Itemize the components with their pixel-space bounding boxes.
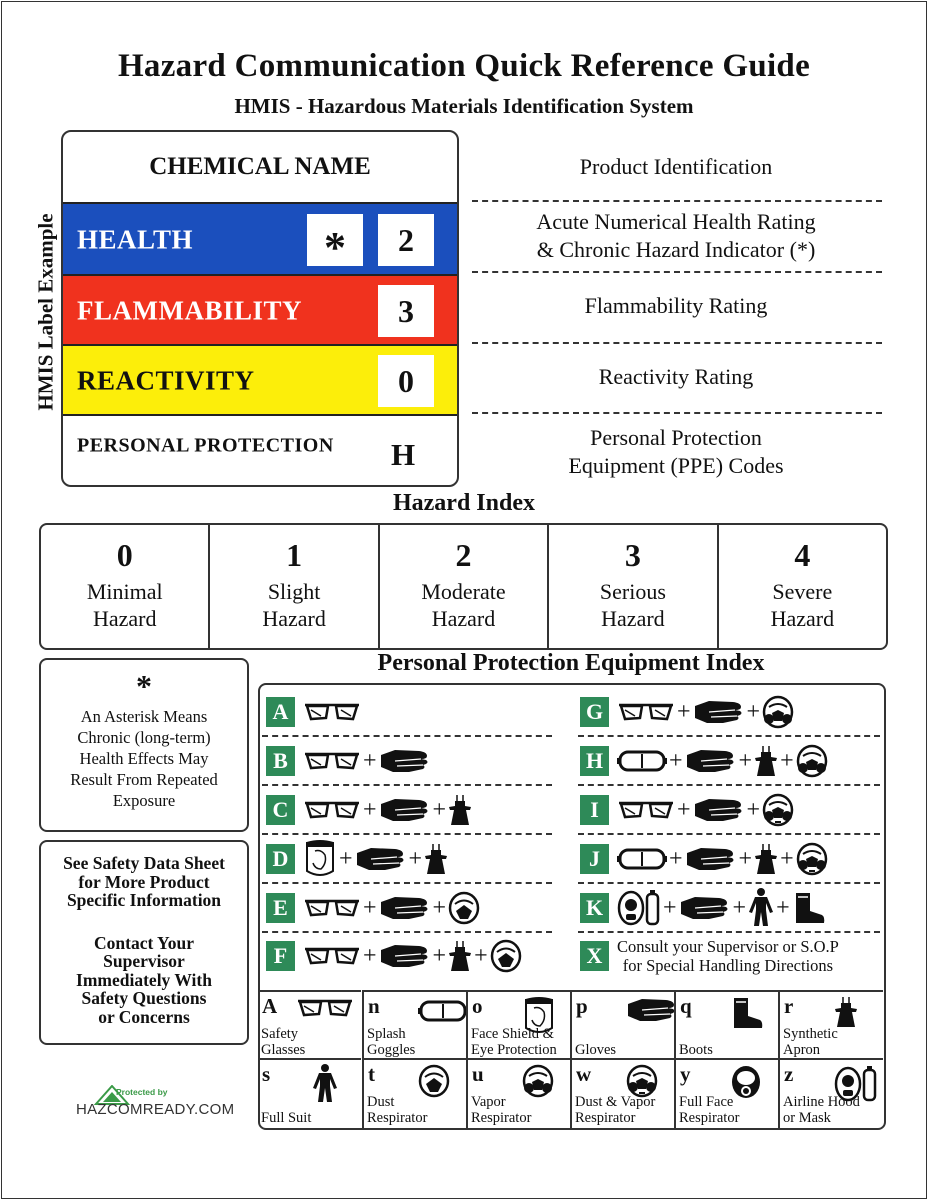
asterisk-symbol: * <box>136 668 152 704</box>
ppe-code-badge: D <box>266 844 295 874</box>
ppe-key-label: Airline Hood <box>783 1094 860 1110</box>
hazard-level-number: 1 <box>286 537 303 573</box>
ppe-key-r <box>778 990 883 1060</box>
sds-note-line: for More Product <box>78 871 210 892</box>
asterisk-note-line: An Asterisk Means <box>80 707 208 726</box>
ppe-key-letter: r <box>784 994 794 1018</box>
ppe-key-s <box>258 1058 361 1128</box>
chronic-indicator-box <box>307 214 363 272</box>
ppe-row-divider <box>578 882 880 884</box>
dust-respirator-icon <box>490 939 522 973</box>
ppe-key-label: Boots <box>679 1042 713 1058</box>
gloves-icon <box>379 796 431 824</box>
ppe-key-label: Glasses <box>261 1042 306 1058</box>
personal-protection-code: H <box>391 436 416 472</box>
special-handling-line: for Special Handling Directions <box>622 956 834 975</box>
ppe-key-w <box>570 1058 675 1128</box>
ppe-key-o <box>466 990 571 1060</box>
gloves-icon <box>379 747 431 775</box>
ppe-code-row-g <box>580 693 794 731</box>
apron-icon <box>448 940 472 972</box>
ppe-code-badge: K <box>580 893 609 923</box>
ppe-code-row-j <box>580 840 828 878</box>
hazard-level-text: Serious <box>599 579 666 604</box>
ppe-key-letter: u <box>472 1062 484 1086</box>
desc-health-line-2: & Chronic Hazard Indicator (*) <box>536 237 816 262</box>
gloves-icon <box>379 942 431 970</box>
ppe-key-label: Goggles <box>367 1042 416 1058</box>
glasses-icon <box>617 798 675 822</box>
sds-note-line: Specific Information <box>66 890 222 910</box>
plus-sign: + <box>732 894 747 921</box>
goggles-icon <box>418 996 468 1026</box>
vapor-respirator-icon <box>762 695 794 729</box>
ppe-row-divider <box>578 931 880 933</box>
ppe-key-label: Respirator <box>575 1110 636 1126</box>
plus-sign: + <box>408 845 423 872</box>
plus-sign: + <box>363 796 377 823</box>
hazard-level <box>717 525 886 648</box>
ppe-key-label: Safety <box>261 1026 299 1042</box>
ppe-key-letter: s <box>262 1062 271 1086</box>
reactivity-rating-box <box>378 355 434 407</box>
full-suit-icon <box>748 888 774 928</box>
logo-name: HAZCOMREADY.COM <box>76 1101 235 1118</box>
ppe-key-label: Dust & Vapor <box>575 1094 656 1110</box>
plus-sign: + <box>363 942 377 969</box>
ppe-code-row-i <box>580 791 794 829</box>
ppe-key-label: Vapor <box>471 1094 506 1110</box>
ppe-code-row-c <box>266 791 472 829</box>
ppe-key-t <box>362 1058 467 1128</box>
ppe-code-row-e <box>266 889 480 927</box>
ppe-row-divider <box>578 735 880 737</box>
flammability-row <box>63 274 457 346</box>
page-subtitle: HMIS - Hazardous Materials Identification System <box>234 94 694 118</box>
dust-respirator-icon <box>418 1064 450 1098</box>
ppe-code-row-x <box>580 937 839 975</box>
health-label: HEALTH <box>77 224 194 255</box>
hazard-level-number: 4 <box>794 537 811 573</box>
plus-sign: + <box>432 894 447 921</box>
glasses-icon <box>303 700 361 724</box>
ppe-key-letter: A <box>262 994 278 1018</box>
full-suit-icon <box>312 1064 338 1104</box>
asterisk-note-line: Exposure <box>112 791 176 810</box>
ppe-code-row-d <box>266 840 448 878</box>
ppe-code-badge: B <box>266 746 295 776</box>
hazard-index-title: Hazard Index <box>392 490 535 516</box>
sds-note <box>39 840 249 1045</box>
apron-icon <box>754 745 778 777</box>
ppe-code-badge: J <box>580 844 609 874</box>
chemical-name-row <box>63 132 457 202</box>
ppe-key-letter: q <box>680 994 692 1018</box>
gloves-icon <box>693 796 745 824</box>
reactivity-label: REACTIVITY <box>77 365 255 396</box>
ppe-key-grid <box>258 990 882 1126</box>
ppe-key-label: Respirator <box>679 1110 740 1126</box>
desc-ppe <box>470 424 882 480</box>
chronic-indicator: * <box>324 222 346 272</box>
sds-note-line: See Safety Data Sheet <box>63 853 225 873</box>
ppe-key-z <box>778 1058 883 1128</box>
ppe-row-divider <box>578 833 880 835</box>
plus-sign: + <box>432 942 447 969</box>
ppe-code-row-a <box>266 693 361 731</box>
ppe-code-badge: H <box>580 746 609 776</box>
hazard-level-text: Hazard <box>92 606 157 631</box>
asterisk-note-line: Chronic (long-term) <box>77 728 211 747</box>
page-title: Hazard Communication Quick Reference Guide <box>117 48 811 84</box>
glasses-icon <box>296 996 354 1020</box>
ppe-row-divider <box>262 882 552 884</box>
ppe-key-label: Apron <box>783 1042 821 1058</box>
plus-sign: + <box>663 894 677 921</box>
desc-flammability: Flammability Rating <box>584 293 768 318</box>
gloves-icon <box>626 996 678 1024</box>
ppe-key-label: Full Suit <box>261 1110 312 1126</box>
health-rating-box <box>378 214 434 266</box>
ppe-key-letter: y <box>680 1062 691 1086</box>
dust-respirator-icon <box>448 891 480 925</box>
divider <box>472 342 882 344</box>
ppe-row-divider <box>262 735 552 737</box>
ppe-key-label: Gloves <box>575 1042 617 1058</box>
desc-health <box>470 208 882 264</box>
side-label: HMIS Label Example <box>33 213 58 411</box>
supervisor-note-line: Contact Your <box>94 932 194 953</box>
hazard-level <box>208 525 377 648</box>
apron-icon <box>424 843 448 875</box>
divider <box>472 412 882 414</box>
hazard-level-text: Severe <box>772 579 833 604</box>
desc-reactivity: Reactivity Rating <box>598 364 754 389</box>
hmis-label-example <box>61 130 459 487</box>
hazard-index-table <box>39 523 888 650</box>
ppe-key-n <box>362 990 467 1060</box>
divider <box>472 271 882 273</box>
plus-sign: + <box>669 845 683 872</box>
ppe-key-u <box>466 1058 571 1128</box>
ppe-key-label: Respirator <box>367 1110 428 1126</box>
hazard-level-text: Hazard <box>262 606 326 631</box>
desc-health-line-1: Acute Numerical Health Rating <box>536 209 816 234</box>
plus-sign: + <box>780 747 794 774</box>
ppe-key-letter: z <box>784 1062 794 1086</box>
apron-icon <box>754 843 778 875</box>
gloves-icon <box>685 845 737 873</box>
hazard-level-text: Slight <box>267 579 321 604</box>
dust-vapor-respirator-icon <box>626 1064 658 1098</box>
plus-sign: + <box>363 894 377 921</box>
ppe-key-label: Full Face <box>679 1094 734 1110</box>
health-row <box>63 202 457 276</box>
vapor-respirator-icon <box>796 744 828 778</box>
hazard-level-number: 3 <box>624 537 641 573</box>
plus-sign: + <box>677 698 691 725</box>
ppe-row-divider <box>262 833 552 835</box>
gloves-icon <box>693 698 745 726</box>
hazard-level-text: Hazard <box>601 606 665 631</box>
reactivity-rating: 0 <box>398 362 414 399</box>
asterisk-note-line: Result From Repeated <box>70 770 218 789</box>
ppe-key-letter: p <box>576 994 588 1018</box>
ppe-code-badge: C <box>266 795 295 825</box>
ppe-code-badge: A <box>266 697 295 727</box>
flammability-rating-box <box>378 285 434 337</box>
ppe-key-label: Eye Protection <box>471 1042 557 1058</box>
supervisor-note-line: Supervisor <box>103 951 185 971</box>
logo-protected-by: Protected by <box>116 1087 168 1097</box>
hazard-level <box>378 525 547 648</box>
hazard-level-text: Minimal <box>86 579 163 604</box>
gloves-icon <box>685 747 737 775</box>
plus-sign: + <box>738 747 753 774</box>
ppe-key-label: Face Shield & <box>471 1026 554 1042</box>
ppe-code-badge: F <box>266 941 295 971</box>
hazard-level-text: Hazard <box>770 606 835 631</box>
ppe-key-letter: w <box>576 1062 592 1086</box>
gloves-icon <box>379 894 431 922</box>
flammability-label: FLAMMABILITY <box>77 295 303 326</box>
hazcomready-logo <box>76 1085 235 1130</box>
ppe-key-label: or Mask <box>783 1110 831 1126</box>
glasses-icon <box>617 700 675 724</box>
desc-ppe-line-2: Equipment (PPE) Codes <box>568 453 784 478</box>
hazard-level <box>41 525 208 648</box>
divider <box>472 200 882 202</box>
ppe-index-title: Personal Protection Equipment Index <box>377 650 765 676</box>
glasses-icon <box>303 749 361 773</box>
ppe-key-label: Respirator <box>471 1110 532 1126</box>
flammability-rating: 3 <box>398 292 414 329</box>
desc-ppe-line-1: Personal Protection <box>590 425 762 450</box>
asterisk-note <box>39 658 249 832</box>
gloves-icon <box>355 845 407 873</box>
plus-sign: + <box>746 698 761 725</box>
face-shield-icon <box>303 839 337 879</box>
hazard-level-number: 2 <box>455 537 472 573</box>
glasses-icon <box>303 896 361 920</box>
plus-sign: + <box>746 796 761 823</box>
ppe-code-badge: E <box>266 893 295 923</box>
plus-sign: + <box>738 845 753 872</box>
reactivity-row <box>63 344 457 416</box>
ppe-key-label: Splash <box>367 1026 406 1042</box>
ppe-code-badge: X <box>580 941 609 971</box>
health-rating: 2 <box>398 221 414 258</box>
hazard-level-text: Moderate <box>421 579 506 604</box>
ppe-key-p <box>570 990 675 1060</box>
asterisk-note-line: Health Effects May <box>79 749 209 768</box>
ppe-row-divider <box>262 784 552 786</box>
airline-hood-icon <box>617 888 661 928</box>
goggles-icon <box>617 746 667 776</box>
plus-sign: + <box>363 747 377 774</box>
ppe-key-y <box>674 1058 779 1128</box>
plus-sign: + <box>474 942 488 969</box>
hazard-level-text: Hazard <box>431 606 496 631</box>
apron-icon <box>448 794 472 826</box>
hazard-level-number: 0 <box>116 537 133 573</box>
personal-protection-row <box>63 414 457 487</box>
desc-product: Product Identification <box>579 154 773 179</box>
plus-sign: + <box>780 845 794 872</box>
ppe-code-row-k <box>580 889 826 927</box>
hazard-level <box>547 525 716 648</box>
ppe-key-a <box>258 990 361 1060</box>
boots-icon <box>792 891 826 925</box>
ppe-key-letter: n <box>368 994 380 1018</box>
chemical-name: CHEMICAL NAME <box>149 153 371 180</box>
ppe-key-q <box>674 990 779 1060</box>
ppe-code-row-h <box>580 742 828 780</box>
special-handling-line: Consult your Supervisor or S.O.P <box>617 937 839 956</box>
plus-sign: + <box>677 796 691 823</box>
dust-vapor-respirator-icon <box>796 842 828 876</box>
dust-vapor-respirator-icon <box>762 793 794 827</box>
plus-sign: + <box>776 894 790 921</box>
ppe-code-badge: G <box>580 697 609 727</box>
gloves-icon <box>679 894 731 922</box>
plus-sign: + <box>432 796 447 823</box>
apron-icon <box>834 996 858 1028</box>
ppe-code-badge: I <box>580 795 609 825</box>
ppe-code-row-b <box>266 742 431 780</box>
supervisor-note-line: Safety Questions <box>81 988 207 1008</box>
ppe-key-label: Synthetic <box>783 1026 838 1042</box>
goggles-icon <box>617 844 667 874</box>
vapor-respirator-icon <box>522 1064 554 1098</box>
ppe-row-divider <box>262 931 552 933</box>
supervisor-note-line: Immediately With <box>76 969 212 990</box>
ppe-row-divider <box>578 784 880 786</box>
special-handling-note <box>617 937 839 975</box>
ppe-key-letter: t <box>368 1062 375 1086</box>
glasses-icon <box>303 944 361 968</box>
personal-protection-label: PERSONAL PROTECTION <box>77 434 334 457</box>
ppe-key-label: Dust <box>367 1094 395 1110</box>
ppe-key-letter: o <box>472 994 483 1018</box>
ppe-code-row-f <box>266 937 522 975</box>
supervisor-note-line: or Concerns <box>98 1006 190 1027</box>
glasses-icon <box>303 798 361 822</box>
plus-sign: + <box>339 845 353 872</box>
boots-icon <box>730 996 764 1030</box>
plus-sign: + <box>669 747 683 774</box>
